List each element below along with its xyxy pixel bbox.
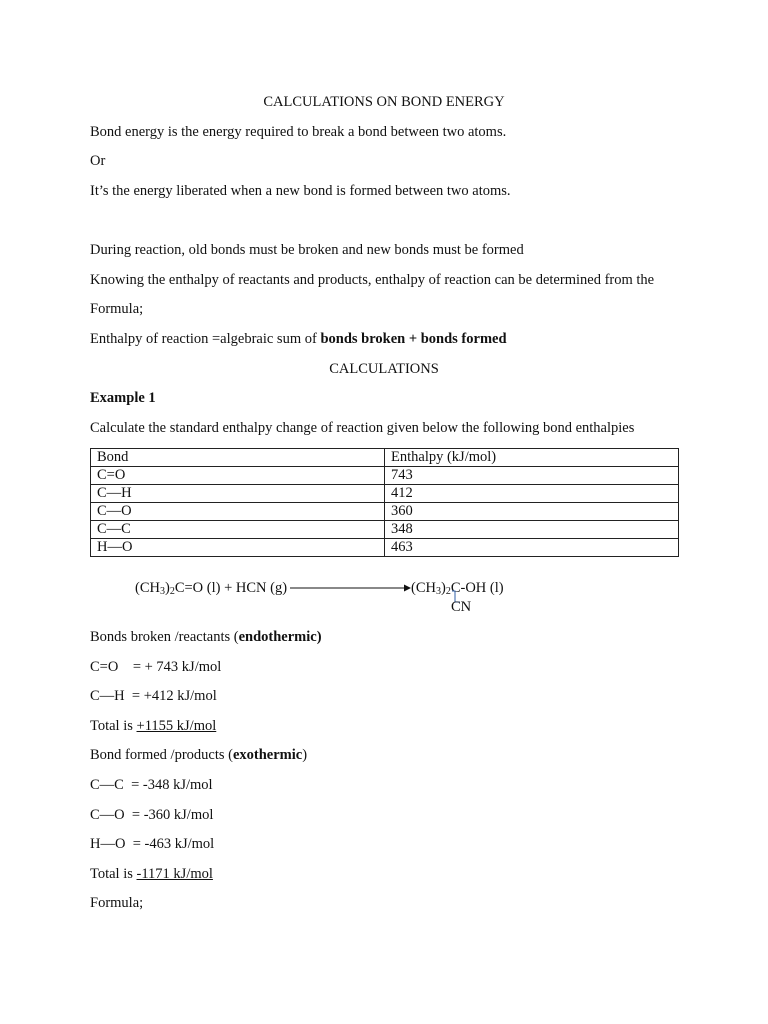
broken-line-co: C=O = + 743 kJ/mol [90, 659, 222, 675]
formed-line-cc: C—C = -348 kJ/mol [90, 777, 213, 793]
example-question: Calculate the standard enthalpy change of reaction given below the following bond enthalpies [90, 420, 635, 436]
table-cell: H—O [91, 539, 385, 557]
reactant-rest: C=O (l) + HCN (g) [174, 580, 288, 596]
broken-total [90, 717, 216, 735]
paragraph-enthalpy: Knowing the enthalpy of reactants and products, enthalpy of reaction can be determined from the [90, 272, 655, 288]
paragraph-reaction: During reaction, old bonds must be broken and new bonds must be formed [90, 242, 524, 258]
bonds-broken-text: Bonds broken /reactants ( [90, 629, 239, 645]
formed-line-co: C—O = -360 kJ/mol [90, 807, 214, 823]
bonds-formed-label [90, 746, 307, 764]
broken-line-ch: C—H = +412 kJ/mol [90, 688, 217, 704]
product-rest: C-OH (l) [450, 580, 504, 596]
table-header: Enthalpy (kJ/mol) [385, 449, 679, 467]
table-row [91, 521, 679, 539]
product-sub-2: 2 [445, 586, 451, 597]
definition-2: It’s the energy liberated when a new bond is formed between two atoms. [90, 183, 511, 199]
algebraic-sum-text: Enthalpy of reaction =algebraic sum of [90, 331, 321, 347]
table-cell: 348 [385, 521, 679, 539]
reactant-sub-2: 2 [169, 586, 175, 597]
section-title: CALCULATIONS [329, 361, 439, 377]
paragraph-formula: Formula; [90, 301, 144, 317]
table-header-row [91, 449, 679, 467]
formed-line-ho: H—O = -463 kJ/mol [90, 836, 215, 852]
reactant-paren: ) [164, 580, 170, 596]
formula-label: Formula; [90, 895, 144, 911]
formed-total-value: -1171 kJ/mol [136, 866, 213, 882]
table-cell: C=O [91, 467, 385, 485]
product-ch: (CH [411, 580, 436, 596]
reactants-formula [135, 579, 287, 597]
cyano-branch: CN [451, 599, 472, 615]
table-row [91, 539, 679, 557]
example-heading [90, 389, 156, 407]
exothermic-bold: exothermic [232, 747, 303, 763]
bonds-broken-label [90, 628, 322, 646]
bond-enthalpy-table [90, 448, 679, 557]
table-cell: 412 [385, 485, 679, 503]
definition-1: Bond energy is the energy required to break a bond between two atoms. [90, 124, 507, 140]
bonds-formed-suffix: ) [302, 747, 308, 763]
bonds-formed-text: Bond formed /products ( [90, 747, 233, 763]
product-paren: ) [440, 580, 446, 596]
table-cell: C—C [91, 521, 385, 539]
product-sub-3: 3 [435, 586, 441, 597]
broken-total-label: Total is [90, 718, 137, 734]
table-cell: C—O [91, 503, 385, 521]
table-cell: C—H [91, 485, 385, 503]
or-text: Or [90, 153, 106, 169]
broken-total-value: +1155 kJ/mol [136, 718, 217, 734]
page-title: CALCULATIONS ON BOND ENERGY [263, 94, 505, 110]
table-row [91, 485, 679, 503]
table-cell: 743 [385, 467, 679, 485]
table-cell: 463 [385, 539, 679, 557]
table-row [91, 503, 679, 521]
table-row [91, 467, 679, 485]
table-cell: 360 [385, 503, 679, 521]
table-header: Bond [91, 449, 385, 467]
paragraph-algebraic-sum [90, 330, 507, 348]
algebraic-sum-bold: bonds broken + bonds formed [320, 331, 507, 347]
formed-total-label: Total is [90, 866, 137, 882]
reactant-sub-3: 3 [159, 586, 165, 597]
reactant-ch: (CH [135, 580, 160, 596]
formed-total [90, 865, 213, 883]
endothermic-bold: endothermic) [238, 629, 322, 645]
example-heading-text: Example 1 [90, 390, 156, 406]
reaction-arrow-icon [290, 582, 412, 594]
